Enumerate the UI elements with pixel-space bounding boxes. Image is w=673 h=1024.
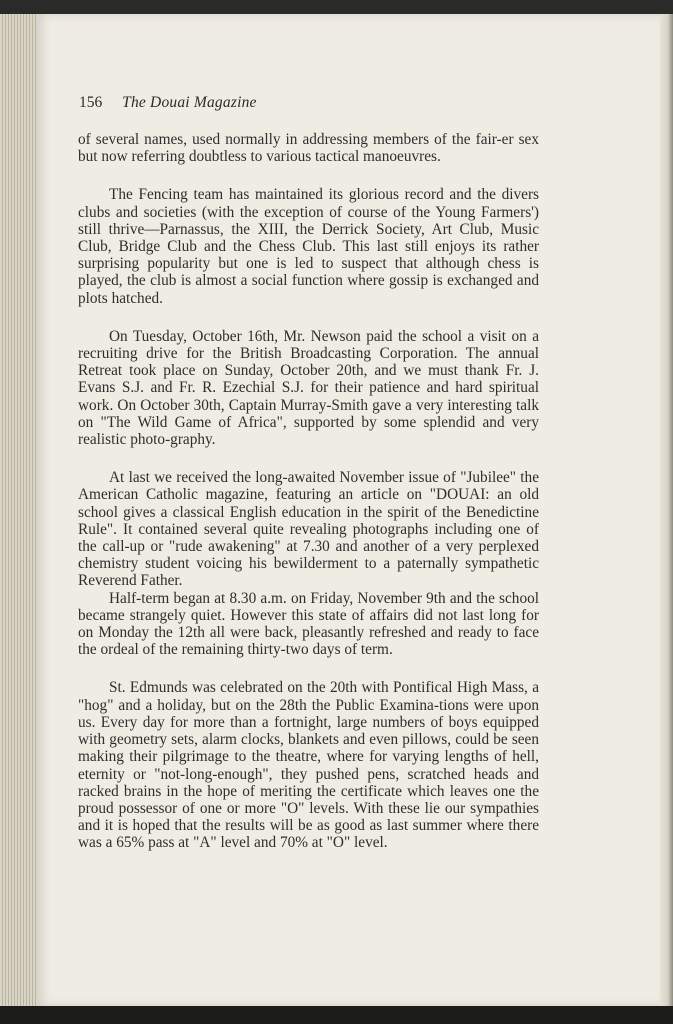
paragraph-examinations: St. Edmunds was celebrated on the 20th with Pontifical High Mass, a "hog" and a holiday, but on the 28th the Public Examina-tions were upon us. Every day for more than a fortnight, large numbers of boys equipped with geometry sets, alarm clocks, blankets and even pillows, could be seen making their pilgrimage to the theatre, where for varying lengths of hell, eternity or "not-long-enough", they pushed pens, scratched heads and racked brains in the hope of meriting the certificate which leaves one the proud possessor of one or more "O" levels. With these lie our sympathies and it is hoped that the results will be as good as last summer where there was a 65% pass at "A" level and 70% at "O" level. <box>78 679 539 852</box>
paragraph-fencing-clubs: The Fencing team has maintained its glorious record and the divers clubs and societies (with the exception of course of the Young Farmers') still thrive—Parnassus, the XIII, the Derrick Society, Art Club, Music Club, Bridge Club and the Chess Club. This last still enjoys its rather surprising popularity but one is led to suspect that although chess is played, the club is almost a social function where gossip is exchanged and plots hatched. <box>78 186 539 307</box>
paragraph-jubilee-magazine: At last we received the long-awaited November issue of "Jubilee" the American Catholic magazine, featuring an article on "DOUAI: an old school gives a classical English education in the spirit of the Benedictine Rule". It contained several quite revealing photographs including one of the call-up or "rude awakening" at 7.30 and another of a very perplexed chemistry student voicing his bewilderment to a paternally sympathetic Reverend Father. <box>78 469 539 590</box>
scan-bottom-border <box>0 1006 673 1024</box>
running-title: The Douai Magazine <box>122 94 257 111</box>
book-page-edges <box>0 14 37 1006</box>
article-body <box>78 131 539 852</box>
book-gutter-right <box>660 14 673 1006</box>
scan-top-border <box>0 0 673 14</box>
paragraph-october-events: On Tuesday, October 16th, Mr. Newson paid the school a visit on a recruiting drive for the British Broadcasting Corporation. The annual Retreat took place on Sunday, October 20th, and we must thank Fr. J. Evans S.J. and Fr. R. Ezechial S.J. for their patience and hard spiritual work. On October 30th, Captain Murray-Smith gave a very interesting talk on "The Wild Game of Africa", supported by some splendid and very realistic photo-graphy. <box>78 327 539 449</box>
running-head <box>79 94 549 112</box>
paragraph-continuation: of several names, used normally in addressing members of the fair-er sex but now referring doubtless to various tactical manoeuvres. <box>78 131 539 166</box>
page-number: 156 <box>79 94 103 111</box>
paragraph-half-term: Half-term began at 8.30 a.m. on Friday, November 9th and the school became strangely quiet. However this state of affairs did not last long for on Monday the 12th all were back, pleasantly refreshed and ready to face the ordeal of the remaining thirty-two days of term. <box>78 589 539 659</box>
